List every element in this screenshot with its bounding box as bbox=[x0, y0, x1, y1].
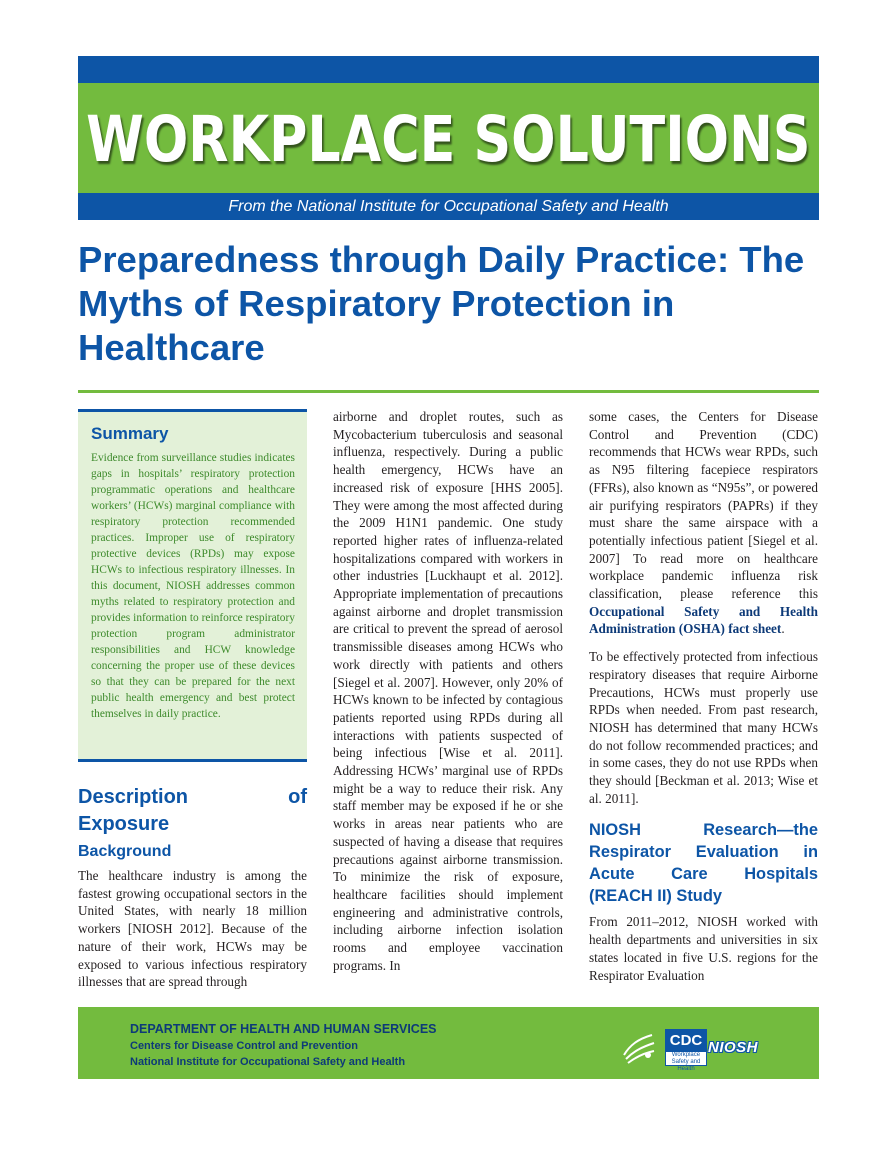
cdc-logo-subtext: Workplace Safety and Health bbox=[671, 1052, 701, 1072]
page-title: Preparedness through Daily Practice: The Myths of Respiratory Protection in Healthcare bbox=[78, 239, 805, 368]
footer-cdc: Centers for Disease Control and Prevention bbox=[130, 1040, 358, 1052]
background-text-col1: The healthcare industry is among the fastest growing occupational sectors in the United States, with nearly 18 million workers [NIOSH 2012]. Because of the nature of their work, HCWs may be exposed to various infectious respiratory illnesses that are spread through bbox=[78, 868, 307, 990]
footer bbox=[78, 1007, 819, 1079]
protection-paragraph: To be effectively protected from infectious respiratory diseases that require Airborne Precautions, HCWs must properly use RPDs when needed. From past research, NIOSH has determined that many HCWs do not follow recommended practices; and in some cases, they do not use RPDs when they should [Beckman et al. 2013; Wise et al. 2011]. bbox=[589, 649, 818, 806]
column-2 bbox=[333, 408, 563, 975]
banner-subtitle-bar bbox=[78, 193, 819, 220]
footer-logos bbox=[618, 1017, 818, 1072]
background-paragraph-part3 bbox=[589, 408, 818, 638]
column-3 bbox=[589, 408, 818, 984]
subheading-background: Background bbox=[78, 843, 172, 860]
background-paragraph-part2 bbox=[333, 408, 563, 975]
footer-agency-text bbox=[130, 1021, 437, 1070]
reach-paragraph: From 2011–2012, NIOSH worked with health departments and universities in six states located in five U.S. regions for the Respirator Evaluation bbox=[589, 914, 818, 983]
title-divider bbox=[78, 390, 819, 393]
column-1 bbox=[78, 784, 307, 991]
footer-niosh: National Institute for Occupational Safety and Health bbox=[130, 1056, 406, 1068]
background-text-col3: some cases, the Centers for Disease Control and Prevention (CDC) recommends that HCWs wear RPDs, such as N95 filtering facepiece respirators (FFRs), also known as “N95s”, or powered air purifying respirators (PAPRs) if they must share the same airspace with a potentially infectious patient [Siegel et al. 2007] To read more on healthcare workplace pandemic influenza risk classification, please reference this bbox=[589, 409, 818, 602]
section-heading-description: Description of Exposure bbox=[78, 786, 307, 835]
niosh-logo: NIOSH bbox=[708, 1039, 759, 1056]
summary-box bbox=[78, 409, 307, 762]
background-paragraph-part1 bbox=[78, 867, 307, 991]
hhs-eagle-icon bbox=[618, 1025, 660, 1067]
summary-text: Evidence from surveillance studies indicates gaps in hospitals’ respiratory protection programmatic operations and healthcare workers’ (HCWs) marginal compliance with respiratory protection recommended practices. Improper use of respiratory protective devices (RPDs) may expose HCWs to infectious respiratory illnesses. In this document, NIOSH addresses common myths related to respiratory protection and provides information to reinforce respiratory protection program administrator responsibilities and HCW knowledge concerning the proper use of these devices so that they can be prepared for the next public health emergency and best protect themselves in daily practice. bbox=[91, 452, 295, 720]
banner bbox=[78, 83, 819, 193]
banner-title: WORKPLACE SOLUTIONS bbox=[86, 102, 811, 176]
link-end-punct: . bbox=[781, 621, 785, 637]
top-blue-bar bbox=[78, 56, 819, 83]
summary-heading: Summary bbox=[91, 424, 169, 443]
footer-dept: DEPARTMENT OF HEALTH AND HUMAN SERVICES bbox=[130, 1022, 437, 1036]
background-text-col2: airborne and droplet routes, such as Mycobacterium tuberculosis and seasonal influenza, respectively. During a public health emergency, HCWs have an increased risk of exposure [HHS 2005]. They were among the most affected during the 2009 H1N1 pandemic. One study reported higher rates of influenza-related hospitalizations compared with workers in other industries [Luckhaupt et al. 2012]. Appropriate implementation of precautions against airborne and droplet transmission are critical to prevent the spread of aerosol transmissible diseases among HCWs who work directly with patients and others [Siegel et al. 2007]. However, only 20% of HCWs known to be infected by contagious patients reported using RPDs during all interactions with patients suspected of being infectious [Wise et al. 2011]. Addressing HCWs’ marginal use of RPDs might be a way to reduce their risk. Any staff member may be exposed if he or she works in areas near patients who are suspected of having a disease that requires precautions against airborne transmission. To minimize the risk of exposure, healthcare facilities should implement engineering and administrative controls, including airborne infection isolation rooms and employee vaccination programs. In bbox=[333, 409, 563, 973]
osha-fact-sheet-link[interactable]: Occupational Safety and Health Administration (OSHA) fact sheet bbox=[589, 603, 818, 637]
cdc-logo bbox=[665, 1029, 707, 1072]
cdc-logo-text: CDC bbox=[666, 1030, 706, 1052]
banner-subtitle: From the National Institute for Occupational Safety and Health bbox=[228, 197, 669, 215]
section-heading-reach-study: NIOSH Research—the Respirator Evaluation in Acute Care Hospitals (REACH II) Study bbox=[589, 821, 818, 906]
